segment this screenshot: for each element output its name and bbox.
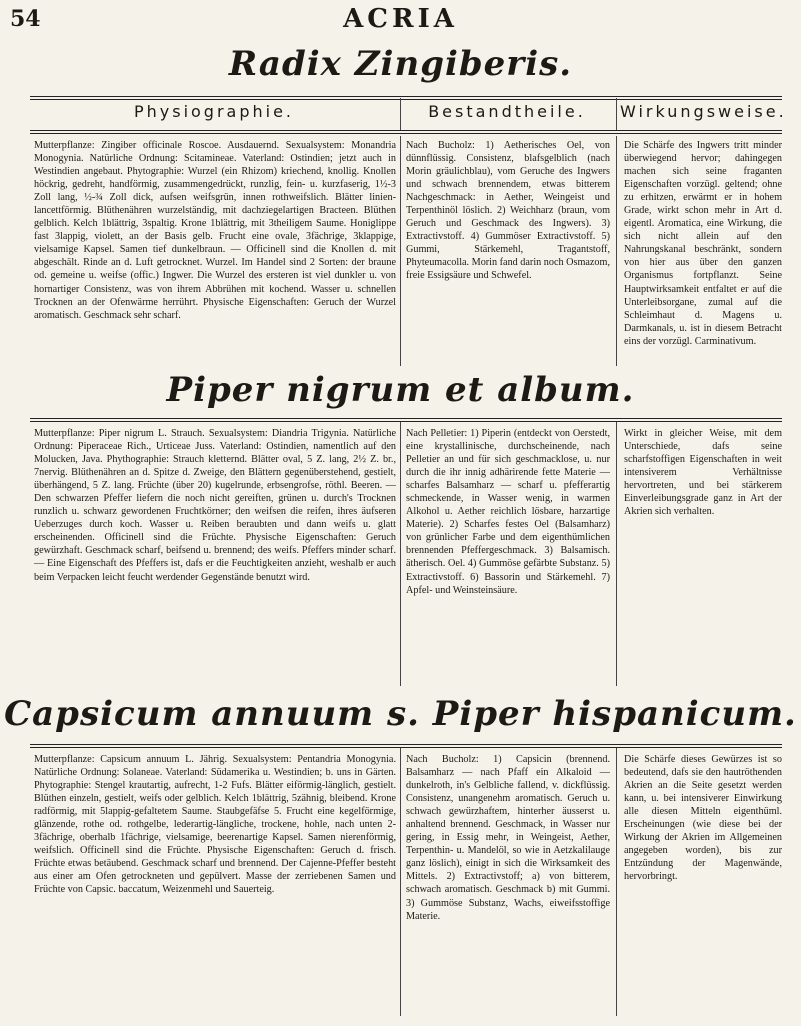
column-divider	[616, 136, 617, 366]
double-rule	[30, 744, 782, 748]
wirkungsweise-text: Wirkt in gleicher Weise, mit dem Unterschiede, dafs seine scharfstoffigen Eigenschaften in weit intensiverem Verhältnisse hervortreten, und bei stärkerem Einverleibungsgrade ganz in Art der Akrien sich verhalten.	[624, 428, 782, 518]
column-divider	[400, 422, 401, 686]
column-header-physiographie: Physiographie.	[133, 102, 295, 121]
running-title: ACRIA	[343, 4, 458, 34]
page-number: 54	[10, 6, 41, 32]
column-divider	[616, 422, 617, 686]
column-header-wirkungsweise: Wirkungsweise.	[620, 102, 787, 121]
physiographie-text: Mutterpflanze: Piper nigrum L. Strauch. Sexualsystem: Diandria Trigynia. Natürliche Ordnung: Piperaceae Rich., Urticeae Juss. Vaterland: Ostindien, namentlich auf den Molucken, Java. Phythographie: Strauch kletternd. Blätter oval, 5 Z. lang, 2½ Z. br., 7nervig. Blüthenähren an d. Spitze d. Zweige, den Blättern gegenüberstehend, gestielt, überhängend, 5 Z. lang. Früchte (über 20) kugelrunde, erbsengrofse, röthl. Beeren. — Den schwarzen Pfeffer liefern die noch nicht gereiften, grünen u. durch's Trocknen runzlich u. schwarz gewordenen Fruchtkörner; den weifsen die reifen, ihres äufseren Ueberzuges durch koch. Wasser u. Reiben beraubten und dann weifs u. glatt erscheinenden. Officinell sind die Früchte. Physische Eigenschaften: Geruch gewürzhaft. Geschmack scharf, beifsend u. brennend; des weifs. Pfeffers minder scharf. — Eine Eigenschaft des Pfeffers ist, dafs er die Feuchtigkeiten anzieht, weshalb er auch beim Verpacken leicht feucht werdender Gegenstände benutzt wird.	[34, 428, 396, 583]
column-divider	[400, 136, 401, 366]
column-divider	[616, 748, 617, 1016]
wirkungsweise-text: Die Schärfe des Ingwers tritt minder überwiegend hervor; dahingegen machen sich seine fraganten Eigenschaften vorzügl. geltend; ohne zu erhitzen, erwärmt er in hohem Grade, wirkt schon mehr in Art d. eigentl. Aromatica, eine Wirkung, die sich nicht allein auf den Nahrungskanal beschränkt, sondern von hier aus über den ganzen Organismus fortpflanzt. Seine Hauptwirksamkeit entfaltet er auf die Unterleibsorgane, zumal auf die Schleimhaut d. Magens u. Darmkanals, u. ist in diesem Betracht eins der vorzügl. Carminativum.	[624, 140, 782, 347]
bestandtheile-text: Nach Bucholz: 1) Aetherisches Oel, von dünnflüssig. Consistenz, blafsgelblich (nach Morin gräulichblau), vom Geruche des Ingwers und schwach brennendem, etwas bitterem Nachgeschmack: in Aether, Weingeist und Terpenthinöl löslich. 2) Weichharz (braun, vom Geruch und Geschmack des Ingwers). 3) Extractivstoff. 4) Gummöser Extractivstoff. 5) Gummi, Stärkemehl, Tragantstoff, Phyteumacolla. Morin fand darin noch Osmazom, freie Essigsäure und Schwefel.	[406, 140, 610, 282]
physiographie-text: Mutterpflanze: Zingiber officinale Roscoe. Ausdauernd. Sexualsystem: Monandria Monogynia. Natürliche Ordnung: Scitamineae. Vaterland: Ostindien; jetzt auch in Westindien angebaut. Phytographie: Wurzel (ein Rhizom) kriechend, knollig. Knollen höckrig, gedreht, handförmig, zusammengedrückt, runzlig, fein- u. kurzfaserig, 1½-3 Zoll lang, ½-¾ Zoll dick, aufsen weifsgrün, innen rothweifslich. Blätter linien-lancettförmig. Blüthenähren wurzelständig, mit dachziegelartigen Bracteen. Blüthen gelblich. Kelch 1blättrig, 3spaltig. Krone 1blättrig, mit 3theiligem Saume. Honiglippe fast 3lappig, violett, an der Basis gelb. Frucht eine ovale, 3fächrige, 3klappige, vielsamige Kapsel. Samen tief dunkelbraun. — Officinell sind die Knollen d. mit abgeschält. Rinde an d. Luft getrocknet. Wurzel. Im Handel sind 2 Sorten: der braune od. gemeine u. weifse (offic.) Ingwer. Die Wurzel des ersteren ist viel dunkler u. von hornartiger Consistenz, was von ihrem Abbrühen mit kochend. Wasser u. schnellen Trocknen an der Ofenwärme herrührt. Physische Eigenschaften: Geruch der Wurzel aromatisch. Geschmack sehr scharf.	[34, 140, 396, 321]
wirkungsweise-text: Die Schärfe dieses Gewürzes ist so bedeutend, dafs sie den hautröthenden Akrien an die Seite gesetzt werden kann, u. bei intensiverer Einwirkung alle diesen Mitteln eigenthüml. Erscheinungen (wie diese bei der Wirkung der Akrien im Allgemeinen angegeben worden), bis zur Entzündung der Magenwände, hervorbringt.	[624, 754, 782, 883]
double-rule	[30, 96, 782, 100]
double-rule	[30, 418, 782, 422]
column-divider	[400, 748, 401, 1016]
column-header-bestandtheile: Bestandtheile.	[428, 102, 586, 121]
column-divider	[616, 98, 617, 130]
section-title-piper-nigrum: Piper nigrum et album.	[166, 370, 635, 410]
bestandtheile-text: Nach Bucholz: 1) Capsicin (brennend. Balsamharz — nach Pfaff ein Alkaloid — dunkelroth, in's Gelbliche fallend, v. dickflüssig. Consistenz, unangenehm aromatisch. Geruch u. schwach gewürzhaftem, hinterher äusserst u. anhaltend brennend. Geschmack, in Wasser nur gering, in Essig mehr, in Weingeist, Aether, Terpenthin- u. Mandelöl, so wie in Aetzkalilauge ganz löslich), einigt in sich die Wirksamkeit des Mittels. 2) Extractivstoff; a) von bitterem, schwach aromatisch. Geschmack b) mit Gummi. 3) Gummöse Substanz, Wachs, eiweifsstoffige Materie.	[406, 754, 610, 922]
column-divider	[400, 98, 401, 130]
section-title-capsicum: Capsicum annuum s. Piper hispanicum.	[4, 694, 797, 734]
bestandtheile-text: Nach Pelletier: 1) Piperin (entdeckt von Oerstedt, eine krystallinische, durchscheinende, nach Pelletier an und für sich geschmacklose, u. nur durch die ihr innig adhärirende fette Materie — scharfes Balsamharz — scharf u. pfefferartig schmeckende, in Wasser wenig, in warmen Alkohol u. Aether reichlich lösbare, harzartige Materie). 2) Scharfes festes Oel (Balsamharz) von grünlicher Farbe und dem eigenthümlichen brennenden Pfeffergeschmack. 3) Balsamisch. ätherisch. Oel. 4) Gummöse gefärbte Substanz. 5) Extractivstoff. 6) Bassorin und Stärkemehl. 7) Apfel- und Weinsteinsäure.	[406, 428, 610, 596]
double-rule	[30, 130, 782, 134]
section-title-zingiber: Radix Zingiberis.	[228, 44, 573, 84]
physiographie-text: Mutterpflanze: Capsicum annuum L. Jährig. Sexualsystem: Pentandria Monogynia. Natürliche Ordnung: Solaneae. Vaterland: Südamerika u. Westindien; b. uns in Gärten. Phytographie: Stengel krautartig, aufrecht, 1-2 Fufs. Blätter eiförmig-länglich, gestielt. Blüthen einzeln, gestielt, weifs oder gelblich. Kelch 1blättrig, 5zähnig, bleibend. Krone radförmig, mit 5lappig-gefaltetem Saume. Staubgefäfse 5. Frucht eine kegelförmige, glänzende, rothe od. rothgelbe, lederartig-längliche, trockene, hohle, nach unten 2-3fächrige, oberhalb 1fächrige, vielsamige, beerenartige Kapsel. Samen nierenförmig, weifslich. Officinell sind die Früchte. Physische Eigenschaften: Geruch d. frisch. Früchte etwas betäubend. Geschmack scharf und brennend. Der Cajenne-Pfeffer besteht aus einer am Ofen getrockneten und gepülvert. Masse der zerriebenen Samen und Früchte von Capsic. baccatum, Weizenmehl und Sauerteig.	[34, 754, 396, 896]
